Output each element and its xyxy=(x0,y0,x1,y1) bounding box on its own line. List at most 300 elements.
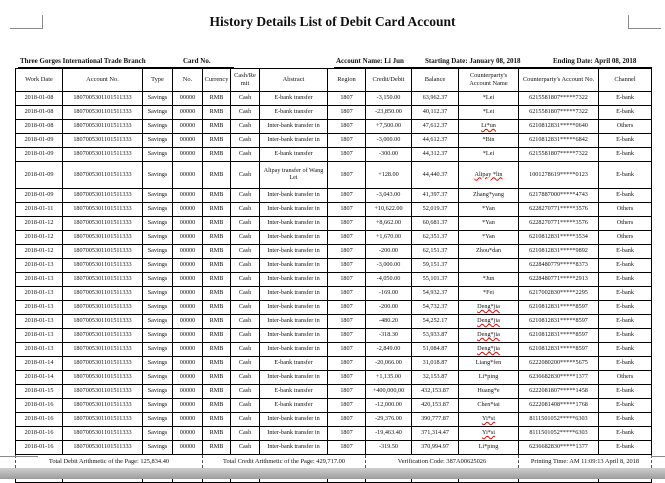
cell xyxy=(459,315,519,329)
cell: Savings xyxy=(143,357,173,371)
cell: 00000 xyxy=(173,343,203,357)
cell: -3,150.00 xyxy=(366,92,412,106)
cell: E-bank xyxy=(599,301,652,315)
cell: 2018-01-15 xyxy=(16,385,63,399)
cell: -318.30 xyxy=(366,329,412,343)
printing-time: Printing Time: AM 11:09:13 April 8, 2018 xyxy=(519,455,652,469)
cell: 00000 xyxy=(173,120,203,134)
cell: Cash xyxy=(231,273,260,287)
history-details-table xyxy=(15,68,652,483)
cell: 00000 xyxy=(173,301,203,315)
cell: -3,000.00 xyxy=(366,259,412,273)
cell: 1807 xyxy=(328,106,366,120)
cell: Cash xyxy=(231,441,260,455)
outside-page-area xyxy=(0,468,665,479)
cell: E-bank xyxy=(599,427,652,441)
cell: -29,376.00 xyxy=(366,413,412,427)
cell: 00000 xyxy=(173,92,203,106)
cell: 1807 xyxy=(328,245,366,259)
table-row xyxy=(16,92,652,106)
cell: 420,153.87 xyxy=(412,399,459,413)
table-row xyxy=(16,189,652,203)
cell xyxy=(459,427,519,441)
cell: 1807 xyxy=(328,231,366,245)
table-row xyxy=(16,427,652,441)
cell xyxy=(459,343,519,357)
starting-date: Starting Date: January 08, 2018 xyxy=(425,57,521,65)
cell: 6236682830*****1377 xyxy=(519,441,599,455)
cell: E-bank xyxy=(599,92,652,106)
cell: E-bank xyxy=(599,245,652,259)
cell: Cash xyxy=(231,399,260,413)
cell: 52,019.37 xyxy=(412,203,459,217)
cell: Inter-bank transfer in xyxy=(260,315,328,329)
cell: 6228480779*****8373 xyxy=(519,259,599,273)
cell: RMB xyxy=(203,301,231,315)
table-row xyxy=(16,357,652,371)
cell: 00000 xyxy=(173,413,203,427)
cell: RMB xyxy=(203,441,231,455)
cell: 1807005301101511333 xyxy=(63,217,143,231)
cell: RMB xyxy=(203,287,231,301)
column-header: Counterparty's Account Name xyxy=(459,69,519,92)
cell: Savings xyxy=(143,399,173,413)
column-header: Balance xyxy=(412,69,459,92)
cell: 1807005301101511333 xyxy=(63,427,143,441)
cell: 6210812831*****9892 xyxy=(519,245,599,259)
cell: 2018-01-13 xyxy=(16,259,63,273)
cell: 1807005301101511333 xyxy=(63,315,143,329)
column-header: Cash/Remit xyxy=(231,69,260,92)
cell: E-bank xyxy=(599,287,652,301)
cell: Cash xyxy=(231,413,260,427)
cell: 41,397.37 xyxy=(412,189,459,203)
cell: Li*ping xyxy=(459,371,519,385)
cell: 432,153.87 xyxy=(412,385,459,399)
cell: 8111501052*****6303 xyxy=(519,413,599,427)
table-row xyxy=(16,148,652,162)
cell: 1807 xyxy=(328,343,366,357)
cell xyxy=(459,259,519,273)
cell: 6217002830*****2295 xyxy=(519,287,599,301)
verification-code: Verification Code: 387A00625026 xyxy=(366,455,519,469)
cell: RMB xyxy=(203,259,231,273)
cell: +1,670.00 xyxy=(366,231,412,245)
table-row xyxy=(16,441,652,455)
cell: -19,463.40 xyxy=(366,427,412,441)
column-header: Channel xyxy=(599,69,652,92)
cell: +10,622.00 xyxy=(366,203,412,217)
cell: Savings xyxy=(143,148,173,162)
cell: RMB xyxy=(203,245,231,259)
cell: 6210812831*****8597 xyxy=(519,301,599,315)
cell: 2018-01-14 xyxy=(16,371,63,385)
cell: Savings xyxy=(143,203,173,217)
cell: Zhang*yang xyxy=(459,189,519,203)
cell: -3,000.00 xyxy=(366,134,412,148)
cell: E-bank transfer xyxy=(260,148,328,162)
cell: -2,849.00 xyxy=(366,343,412,357)
table-row xyxy=(16,343,652,357)
cell: -20,066.00 xyxy=(366,357,412,371)
cell: 6215581807*****7322 xyxy=(519,106,599,120)
cell: *Yan xyxy=(459,231,519,245)
cell: E-bank xyxy=(599,134,652,148)
cell: 1807 xyxy=(328,413,366,427)
cell: Cash xyxy=(231,371,260,385)
cell: 1807005301101511333 xyxy=(63,162,143,189)
cell: Cash xyxy=(231,217,260,231)
cell: 1807005301101511333 xyxy=(63,259,143,273)
cell: 6210812831*****3534 xyxy=(519,231,599,245)
cell: Liang*fen xyxy=(459,357,519,371)
cell: E-bank xyxy=(599,189,652,203)
cell: RMB xyxy=(203,399,231,413)
cell: 62,351.37 xyxy=(412,231,459,245)
cell: RMB xyxy=(203,371,231,385)
cell: 2018-01-09 xyxy=(16,162,63,189)
cell: E-bank transfer xyxy=(260,106,328,120)
cell: 1807005301101511333 xyxy=(63,357,143,371)
spellcheck-squiggle-text: Deng*jia xyxy=(477,345,500,353)
cell: 1807 xyxy=(328,134,366,148)
cell: 1807 xyxy=(328,427,366,441)
cell: 54,732.37 xyxy=(412,301,459,315)
spellcheck-squiggle-text: Li*un xyxy=(481,122,496,130)
table-row xyxy=(16,217,652,231)
cell: 2018-01-13 xyxy=(16,273,63,287)
cell: 1807005301101511333 xyxy=(63,231,143,245)
cell: RMB xyxy=(203,148,231,162)
cell: 2018-01-12 xyxy=(16,217,63,231)
cell: Savings xyxy=(143,413,173,427)
cell: 00000 xyxy=(173,217,203,231)
cell: 2018-01-16 xyxy=(16,399,63,413)
cell xyxy=(459,413,519,427)
cell: Savings xyxy=(143,315,173,329)
cell: Huang*e xyxy=(459,385,519,399)
cell: *Fei xyxy=(459,287,519,301)
cell: 00000 xyxy=(173,441,203,455)
cell: 2018-01-09 xyxy=(16,148,63,162)
cell: 1807 xyxy=(328,162,366,189)
cell: 1807005301101511333 xyxy=(63,148,143,162)
cell: 1807005301101511333 xyxy=(63,189,143,203)
cell: E-bank transfer xyxy=(260,399,328,413)
cell: E-bank xyxy=(599,413,652,427)
table-row xyxy=(16,203,652,217)
cell: 1807 xyxy=(328,189,366,203)
cell: 00000 xyxy=(173,134,203,148)
cell: 00000 xyxy=(173,427,203,441)
cell: 31,018.87 xyxy=(412,357,459,371)
table-row xyxy=(16,106,652,120)
column-header: Account No. xyxy=(63,69,143,92)
cell: RMB xyxy=(203,162,231,189)
cell: Inter-bank transfer in xyxy=(260,120,328,134)
cell: Cash xyxy=(231,189,260,203)
cell xyxy=(459,329,519,343)
total-credit: Total Credit Arithmetic of the Page: 429,717.00 xyxy=(203,455,366,469)
cell: 6210812831*****8597 xyxy=(519,315,599,329)
table-row xyxy=(16,413,652,427)
table-row xyxy=(16,231,652,245)
cell: RMB xyxy=(203,357,231,371)
column-header: Region xyxy=(328,69,366,92)
cell: RMB xyxy=(203,315,231,329)
cell: RMB xyxy=(203,120,231,134)
spellcheck-squiggle-text: Deng*jia xyxy=(477,303,500,311)
cell: Cash xyxy=(231,385,260,399)
page-totals-row xyxy=(16,455,652,469)
cell: Cash xyxy=(231,92,260,106)
cell: 1807 xyxy=(328,92,366,106)
spellcheck-squiggle-text: Deng*jia xyxy=(477,331,500,339)
cell: 1807005301101511333 xyxy=(63,273,143,287)
cell: E-bank xyxy=(599,106,652,120)
cell: Inter-bank transfer in xyxy=(260,413,328,427)
column-header: Currency xyxy=(203,69,231,92)
cell: +128.00 xyxy=(366,162,412,189)
cell: Chen*tai xyxy=(459,399,519,413)
cell: 2018-01-13 xyxy=(16,301,63,315)
cell: Cash xyxy=(231,120,260,134)
cell: 1807005301101511333 xyxy=(63,92,143,106)
cell: 6217887000*****4743 xyxy=(519,189,599,203)
cell: Inter-bank transfer in xyxy=(260,203,328,217)
cell: 00000 xyxy=(173,287,203,301)
cell: Cash xyxy=(231,343,260,357)
cell: 2018-01-14 xyxy=(16,357,63,371)
cell: 6228270771*****3576 xyxy=(519,203,599,217)
cell: E-bank xyxy=(599,441,652,455)
cell: Others xyxy=(599,371,652,385)
cell: Savings xyxy=(143,92,173,106)
cell: -12,000.00 xyxy=(366,399,412,413)
cell: 59,151.37 xyxy=(412,259,459,273)
cell: 2018-01-16 xyxy=(16,441,63,455)
cell: *Jun xyxy=(459,273,519,287)
cell: Cash xyxy=(231,315,260,329)
cell: +8,662.00 xyxy=(366,217,412,231)
table-row xyxy=(16,371,652,385)
table-row xyxy=(16,301,652,315)
table-row xyxy=(16,287,652,301)
cell: 6210812831*****8597 xyxy=(519,343,599,357)
cell: Savings xyxy=(143,120,173,134)
cell: 6222081408*****1768 xyxy=(519,399,599,413)
cell: RMB xyxy=(203,134,231,148)
cell: Cash xyxy=(231,357,260,371)
cell: Cash xyxy=(231,162,260,189)
cell: 6215581807*****7322 xyxy=(519,92,599,106)
cell: Savings xyxy=(143,134,173,148)
cell: Li*ping xyxy=(459,441,519,455)
cell: 00000 xyxy=(173,231,203,245)
cell: +1,135.00 xyxy=(366,371,412,385)
cell: Zhou*dan xyxy=(459,245,519,259)
cell: *Lei xyxy=(459,106,519,120)
cell: 1807005301101511333 xyxy=(63,385,143,399)
cell: RMB xyxy=(203,343,231,357)
total-debit: Total Debit Arithmetic of the Page: 125,834.40 xyxy=(16,455,203,469)
cell: Inter-bank transfer in xyxy=(260,371,328,385)
cell: E-bank xyxy=(599,259,652,273)
cell: RMB xyxy=(203,427,231,441)
cell: 1001278619*****0123 xyxy=(519,162,599,189)
cell: 44,612.37 xyxy=(412,134,459,148)
cell: Inter-bank transfer in xyxy=(260,301,328,315)
cell: E-bank xyxy=(599,329,652,343)
cell: E-bank transfer xyxy=(260,92,328,106)
cell: 00000 xyxy=(173,259,203,273)
cell: 40,112.37 xyxy=(412,106,459,120)
cell: 00000 xyxy=(173,315,203,329)
cell: E-bank xyxy=(599,162,652,189)
cell: 1807005301101511333 xyxy=(63,120,143,134)
card-no-label: Card No. xyxy=(183,57,211,65)
account-name: Account Name: Li Jun xyxy=(336,57,404,65)
cell: 2018-01-09 xyxy=(16,134,63,148)
column-header: Work Date xyxy=(16,69,63,92)
table-header-row xyxy=(16,69,652,92)
cell: Savings xyxy=(143,273,173,287)
cell: +400,000,00 xyxy=(366,385,412,399)
cell: Inter-bank transfer in xyxy=(260,189,328,203)
cell: 6215581807*****7322 xyxy=(519,148,599,162)
cell: Cash xyxy=(231,231,260,245)
cell: Inter-bank transfer in xyxy=(260,231,328,245)
cell: +7,500.00 xyxy=(366,120,412,134)
cell: 1807 xyxy=(328,301,366,315)
cell: 2018-01-13 xyxy=(16,329,63,343)
cell: 44,312.37 xyxy=(412,148,459,162)
cell: 6236682830*****1377 xyxy=(519,371,599,385)
cell: 1807 xyxy=(328,120,366,134)
table-row xyxy=(16,273,652,287)
table-row xyxy=(16,385,652,399)
cell: Savings xyxy=(143,106,173,120)
cell: 6228270771*****3576 xyxy=(519,217,599,231)
cell: 2018-01-11 xyxy=(16,203,63,217)
cell: Inter-bank transfer in xyxy=(260,441,328,455)
cell: 51,084.87 xyxy=(412,343,459,357)
table-row xyxy=(16,259,652,273)
cell: 1807 xyxy=(328,329,366,343)
cell: 00000 xyxy=(173,148,203,162)
cell: 1807005301101511333 xyxy=(63,343,143,357)
cell: 00000 xyxy=(173,399,203,413)
cell: 2018-01-12 xyxy=(16,245,63,259)
cell: 2018-01-08 xyxy=(16,120,63,134)
cell: E-bank xyxy=(599,315,652,329)
cell: 1807005301101511333 xyxy=(63,371,143,385)
cell: 6222081807*****1458 xyxy=(519,385,599,399)
cell xyxy=(459,120,519,134)
cell: 1807 xyxy=(328,315,366,329)
cell xyxy=(459,301,519,315)
cell: Cash xyxy=(231,245,260,259)
cell: 6210812831*****0640 xyxy=(519,120,599,134)
cell: 54,252.17 xyxy=(412,315,459,329)
cell: -480.20 xyxy=(366,315,412,329)
cell: Inter-bank transfer in xyxy=(260,343,328,357)
cell: 32,153.87 xyxy=(412,371,459,385)
cell: 2018-01-08 xyxy=(16,106,63,120)
cell: 53,933.87 xyxy=(412,329,459,343)
cell: 47,612.37 xyxy=(412,120,459,134)
cell: 00000 xyxy=(173,357,203,371)
cell: 2018-01-16 xyxy=(16,413,63,427)
cell: 63,962.37 xyxy=(412,92,459,106)
cell: E-bank transfer xyxy=(260,385,328,399)
cell: 55,101.37 xyxy=(412,273,459,287)
cell: 6222080200*****5675 xyxy=(519,357,599,371)
column-header: No. xyxy=(173,69,203,92)
cell: 00000 xyxy=(173,273,203,287)
cell: Savings xyxy=(143,329,173,343)
cell: Others xyxy=(599,120,652,134)
cell: Cash xyxy=(231,427,260,441)
cell: 1807005301101511333 xyxy=(63,245,143,259)
cell: 1807 xyxy=(328,441,366,455)
cell: 1807 xyxy=(328,259,366,273)
cell: 00000 xyxy=(173,371,203,385)
cell: Savings xyxy=(143,427,173,441)
cell: 1807 xyxy=(328,371,366,385)
cell: Savings xyxy=(143,371,173,385)
cell: Inter-bank transfer in xyxy=(260,245,328,259)
cell: 2018-01-08 xyxy=(16,92,63,106)
cell: 1807005301101511333 xyxy=(63,413,143,427)
cell: 62,151.37 xyxy=(412,245,459,259)
table-row xyxy=(16,399,652,413)
table-row xyxy=(16,315,652,329)
cell: 2018-01-13 xyxy=(16,343,63,357)
cell: Cash xyxy=(231,106,260,120)
table-row xyxy=(16,120,652,134)
cell: RMB xyxy=(203,329,231,343)
cell: Savings xyxy=(143,441,173,455)
cell: Savings xyxy=(143,189,173,203)
cell: 1807005301101511333 xyxy=(63,203,143,217)
cell: Savings xyxy=(143,259,173,273)
cell: 44,440.37 xyxy=(412,162,459,189)
cell: Inter-bank transfer in xyxy=(260,259,328,273)
cell: -200.00 xyxy=(366,301,412,315)
cell: Savings xyxy=(143,385,173,399)
cell: Others xyxy=(599,231,652,245)
cell: 1807005301101511333 xyxy=(63,399,143,413)
table-row xyxy=(16,162,652,189)
cell: Alipay transfer of Wang Lei xyxy=(260,162,328,189)
cell: 1807 xyxy=(328,273,366,287)
cell: E-bank xyxy=(599,385,652,399)
cell: 00000 xyxy=(173,106,203,120)
cell: 54,932.37 xyxy=(412,287,459,301)
cell: RMB xyxy=(203,385,231,399)
column-header: Credit/Debit xyxy=(366,69,412,92)
cell: E-bank xyxy=(599,343,652,357)
cell: RMB xyxy=(203,92,231,106)
cell: 1807005301101511333 xyxy=(63,106,143,120)
cell: Savings xyxy=(143,162,173,189)
cell: -200.00 xyxy=(366,245,412,259)
spellcheck-squiggle-text: Alipay *lin xyxy=(474,170,503,178)
cell: 00000 xyxy=(173,385,203,399)
cell: Cash xyxy=(231,301,260,315)
branch-name: Three Gorges International Trade Branch xyxy=(20,57,146,65)
